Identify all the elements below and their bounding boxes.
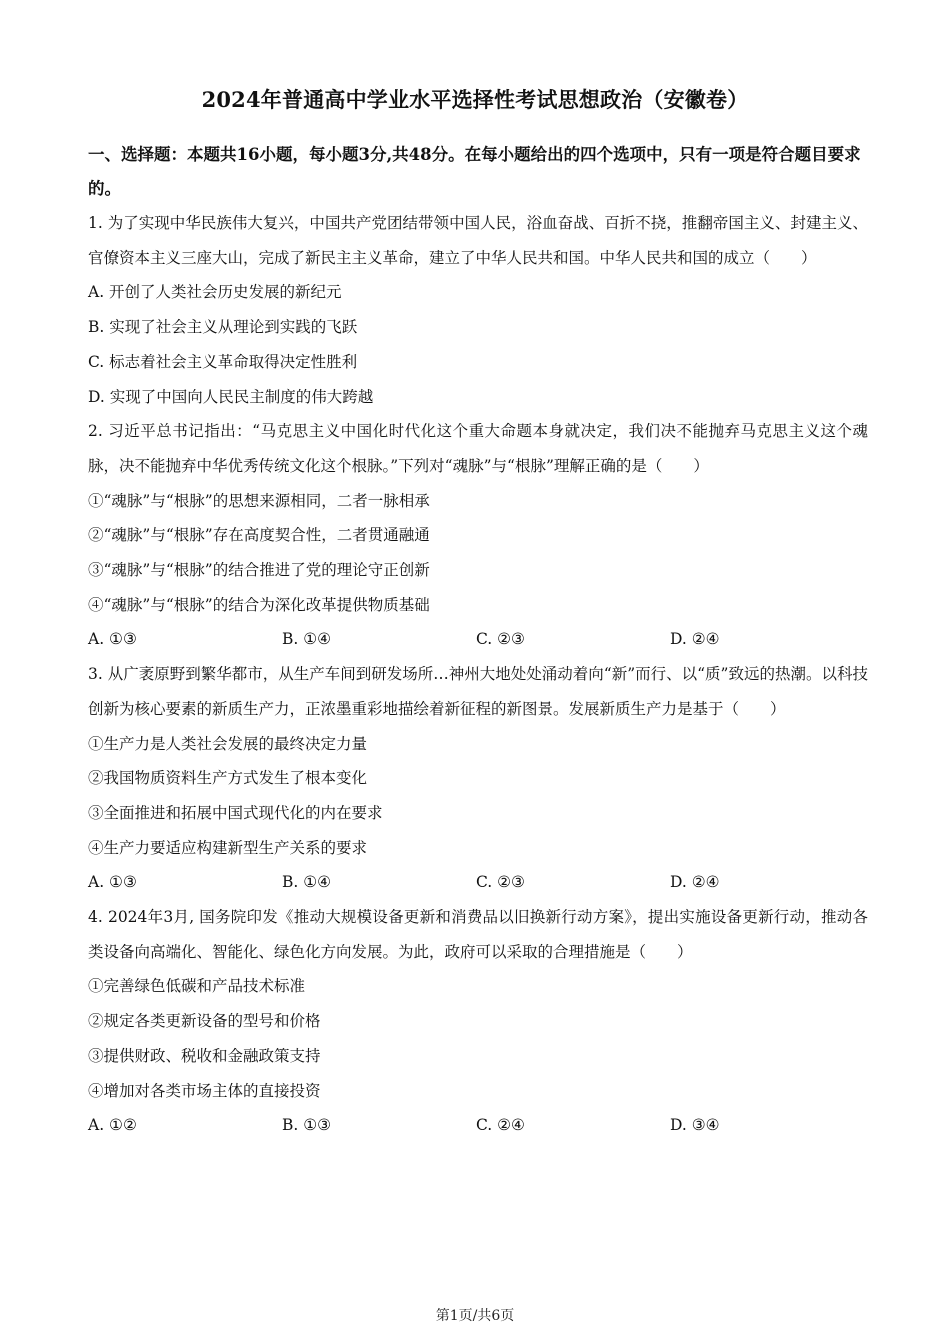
question-4-options <box>88 1108 868 1143</box>
question-3-item-4: ④生产力要适应构建新型生产关系的要求 <box>88 838 368 857</box>
question-2-stem: 2. 习近平总书记指出：“马克思主义中国化时代化这个重大命题本身就决定，我们决不能抛弃马克思主义这个魂脉，决不能抛弃中华优秀传统文化这个根脉。”下列对“魂脉”与“根脉”理解正确的是（ ） <box>88 422 868 475</box>
question-3-stem: 3. 从广袤原野到繁华都市，从生产车间到研发场所…神州大地处处涌动着向“新”而行、以“质”致远的热潮。以科技创新为核心要素的新质生产力，正浓墨重彩地描绘着新征程的新图景。发展新质生产力是基于（ ） <box>88 665 868 718</box>
question-4-item-2: ②规定各类更新设备的型号和价格 <box>88 1012 321 1031</box>
question-1-option-d: D. 实现了中国向人民民主制度的伟大跨越 <box>88 387 374 406</box>
question-2-option-a: A. ①③ <box>88 630 137 649</box>
question-3-item-1: ①生产力是人类社会发展的最终决定力量 <box>88 734 368 753</box>
question-2-item-2: ②“魂脉”与“根脉”存在高度契合性，二者贯通融通 <box>88 526 430 545</box>
question-4-item-4: ④增加对各类市场主体的直接投资 <box>88 1081 321 1100</box>
question-4-item-3: ③提供财政、税收和金融政策支持 <box>88 1046 321 1065</box>
question-2-option-d: D. ②④ <box>670 630 720 649</box>
question-1-option-b: B. 实现了社会主义从理论到实践的飞跃 <box>88 318 358 337</box>
question-4-option-c: C. ②④ <box>476 1116 525 1135</box>
question-3-item-2: ②我国物质资料生产方式发生了根本变化 <box>88 769 368 788</box>
question-2-option-c: C. ②③ <box>476 630 525 649</box>
question-2-item-1: ①“魂脉”与“根脉”的思想来源相同，二者一脉相承 <box>88 491 430 510</box>
page-number: 第1页/共6页 <box>435 1308 515 1324</box>
question-3-option-c: C. ②③ <box>476 873 525 892</box>
question-3-option-b: B. ①④ <box>282 873 332 892</box>
question-3-item-3: ③全面推进和拓展中国式现代化的内在要求 <box>88 803 383 822</box>
question-4-option-a: A. ①② <box>88 1116 137 1135</box>
question-1-option-a: A. 开创了人类社会历史发展的新纪元 <box>88 283 342 302</box>
question-2-item-4: ④“魂脉”与“根脉”的结合为深化改革提供物质基础 <box>88 595 430 614</box>
question-1-stem: 1. 为了实现中华民族伟大复兴，中国共产党团结带领中国人民，浴血奋战、百折不挠，推翻帝国主义、封建主义、官僚资本主义三座大山，完成了新民主主义革命，建立了中华人民共和国。中华人民共和国的成立（ ） <box>88 214 868 267</box>
question-3-option-a: A. ①③ <box>88 873 137 892</box>
question-2-options <box>88 622 868 657</box>
question-4-option-d: D. ③④ <box>670 1116 720 1135</box>
section-heading: 一、选择题：本题共16小题，每小题3分,共48分。在每小题给出的四个选项中，只有一项是符合题目要求的。 <box>88 145 861 198</box>
question-1-option-c: C. 标志着社会主义革命取得决定性胜利 <box>88 352 358 371</box>
question-2-item-3: ③“魂脉”与“根脉”的结合推进了党的理论守正创新 <box>88 561 430 580</box>
question-list <box>88 206 868 1143</box>
question-4-option-b: B. ①③ <box>282 1116 332 1135</box>
question-4-item-1: ①完善绿色低碳和产品技术标准 <box>88 977 306 996</box>
question-3-option-d: D. ②④ <box>670 873 720 892</box>
question-2-option-b: B. ①④ <box>282 630 332 649</box>
page-title: 2024年普通高中学业水平选择性考试思想政治（安徽卷） <box>201 87 749 112</box>
question-4-stem: 4. 2024年3月, 国务院印发《推动大规模设备更新和消费品以旧换新行动方案》，提出实施设备更新行动，推动各类设备向高端化、智能化、绿色化方向发展。为此，政府可以采取的合理措施是（ ） <box>88 908 868 961</box>
question-3-options <box>88 865 868 900</box>
